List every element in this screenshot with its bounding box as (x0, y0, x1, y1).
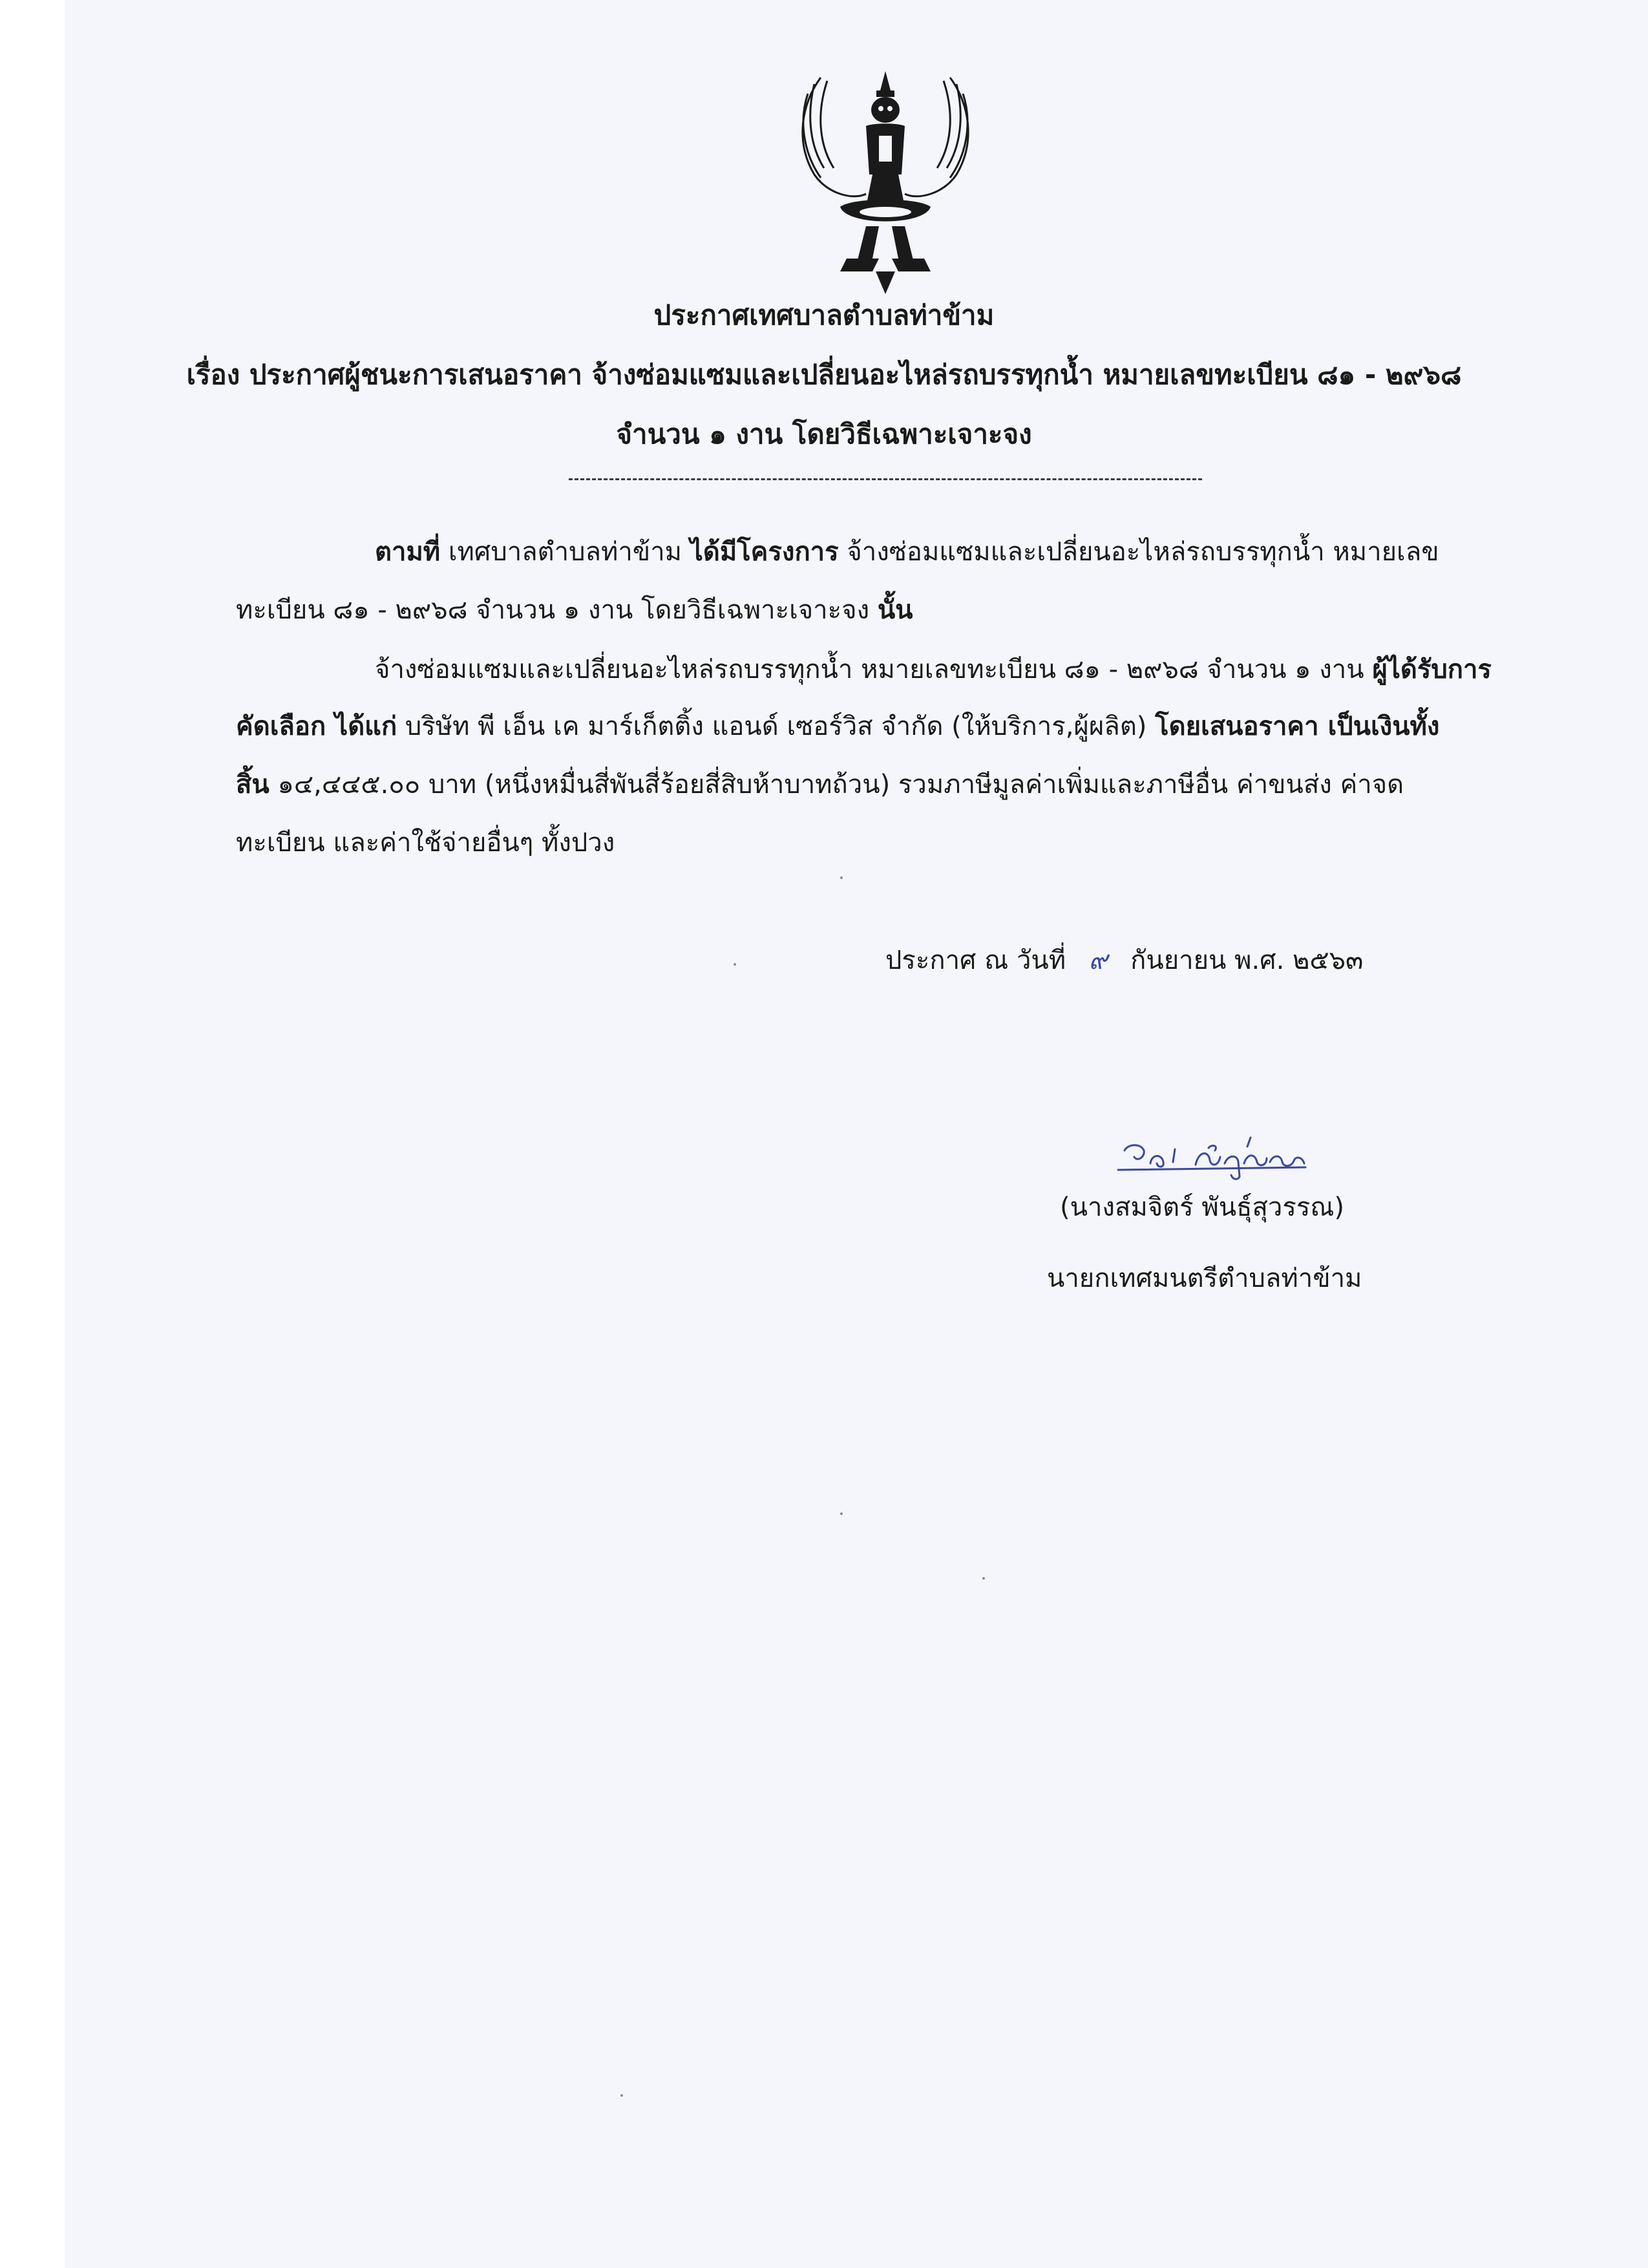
paragraph-1-line-2 (236, 592, 913, 628)
scan-speck (620, 2094, 623, 2097)
p2-line3-bold: สิ้น (236, 770, 269, 800)
p2-line2-text: บริษัท พี เอ็น เค มาร์เก็ตติ้ง แอนด์ เซอร์วิส จำกัด (ให้บริการ,ผู้ผลิต) (397, 712, 1156, 741)
document-title: ประกาศเทศบาลตำบลท่าข้าม (653, 299, 995, 331)
date-day: ๙ (1088, 946, 1108, 975)
p1-line2-text: ทะเบียน ๘๑ - ๒๙๖๘ จำนวน ๑ งาน โดยวิธีเฉพาะเจาะจง (236, 595, 878, 625)
paragraph-2-line-4 (236, 825, 615, 861)
subject-text: ประกาศผู้ชนะการเสนอราคา จ้างซ่อมแซมและเปลี่ยนอะไหล่รถบรรทุกน้ำ หมายเลขทะเบียน ๘๑ - ๒๙๖๘ (249, 359, 1462, 390)
scan-speck (982, 1577, 985, 1580)
p2-line3-text: ๑๔,๔๔๕.๐๐ บาท (หนึ่งหมื่นสี่พันสี่ร้อยสี่สิบห้าบาทถ้วน) รวมภาษีมูลค่าเพิ่มและภาษีอื่น ค่าขนส่ง ค่าจด (269, 770, 1404, 800)
document-subject-continuation: จำนวน ๑ งาน โดยวิธีเฉพาะเจาะจง (616, 418, 1032, 450)
scan-speck (734, 963, 736, 966)
p2-line4-text: ทะเบียน และค่าใช้จ่ายอื่นๆ ทั้งปวง (236, 828, 615, 858)
paragraph-2-line-1 (375, 652, 1492, 688)
p1-text: เทศบาลตำบลท่าข้าม (440, 537, 690, 567)
paragraph-2-line-3 (236, 767, 1404, 803)
p2-line2-bold2: โดยเสนอราคา เป็นเงินทั้ง (1155, 712, 1440, 741)
scan-speck (840, 876, 843, 879)
scan-speck (840, 1512, 843, 1515)
paragraph-2-line-2 (236, 708, 1439, 745)
date-month-year: กันยายน พ.ศ. ๒๕๖๓ (1130, 946, 1364, 975)
signatory-position: นายกเทศมนตรีตำบลท่าข้าม (1047, 1264, 1362, 1293)
date-prefix: ประกาศ ณ วันที่ (885, 946, 1066, 975)
p2-line1-text: จ้างซ่อมแซมและเปลี่ยนอะไหล่รถบรรทุกน้ำ หมายเลขทะเบียน ๘๑ - ๒๙๖๘ จำนวน ๑ งาน (375, 655, 1373, 684)
garuda-emblem-icon (776, 65, 995, 297)
p1-line2-bold: นั้น (877, 595, 913, 625)
subject-label: เรื่อง (186, 359, 240, 390)
p1-bold: ได้มีโครงการ (690, 537, 839, 567)
p1-rest: จ้างซ่อมแซมและเปลี่ยนอะไหล่รถบรรทุกน้ำ หมายเลข (838, 537, 1439, 567)
p1-prefix: ตามที่ (375, 537, 441, 567)
p2-line1-bold: ผู้ได้รับการ (1372, 655, 1492, 684)
signatory-name: (นางสมจิตร์ พันธุ์สุวรรณ) (1060, 1192, 1345, 1222)
paragraph-1-line-1 (375, 534, 1439, 570)
separator-line (569, 478, 1202, 480)
announcement-date (885, 942, 1363, 979)
p2-line2-bold1: คัดเลือก ได้แก่ (236, 712, 397, 741)
signature-icon (1112, 1125, 1318, 1196)
document-subject (162, 357, 1486, 393)
